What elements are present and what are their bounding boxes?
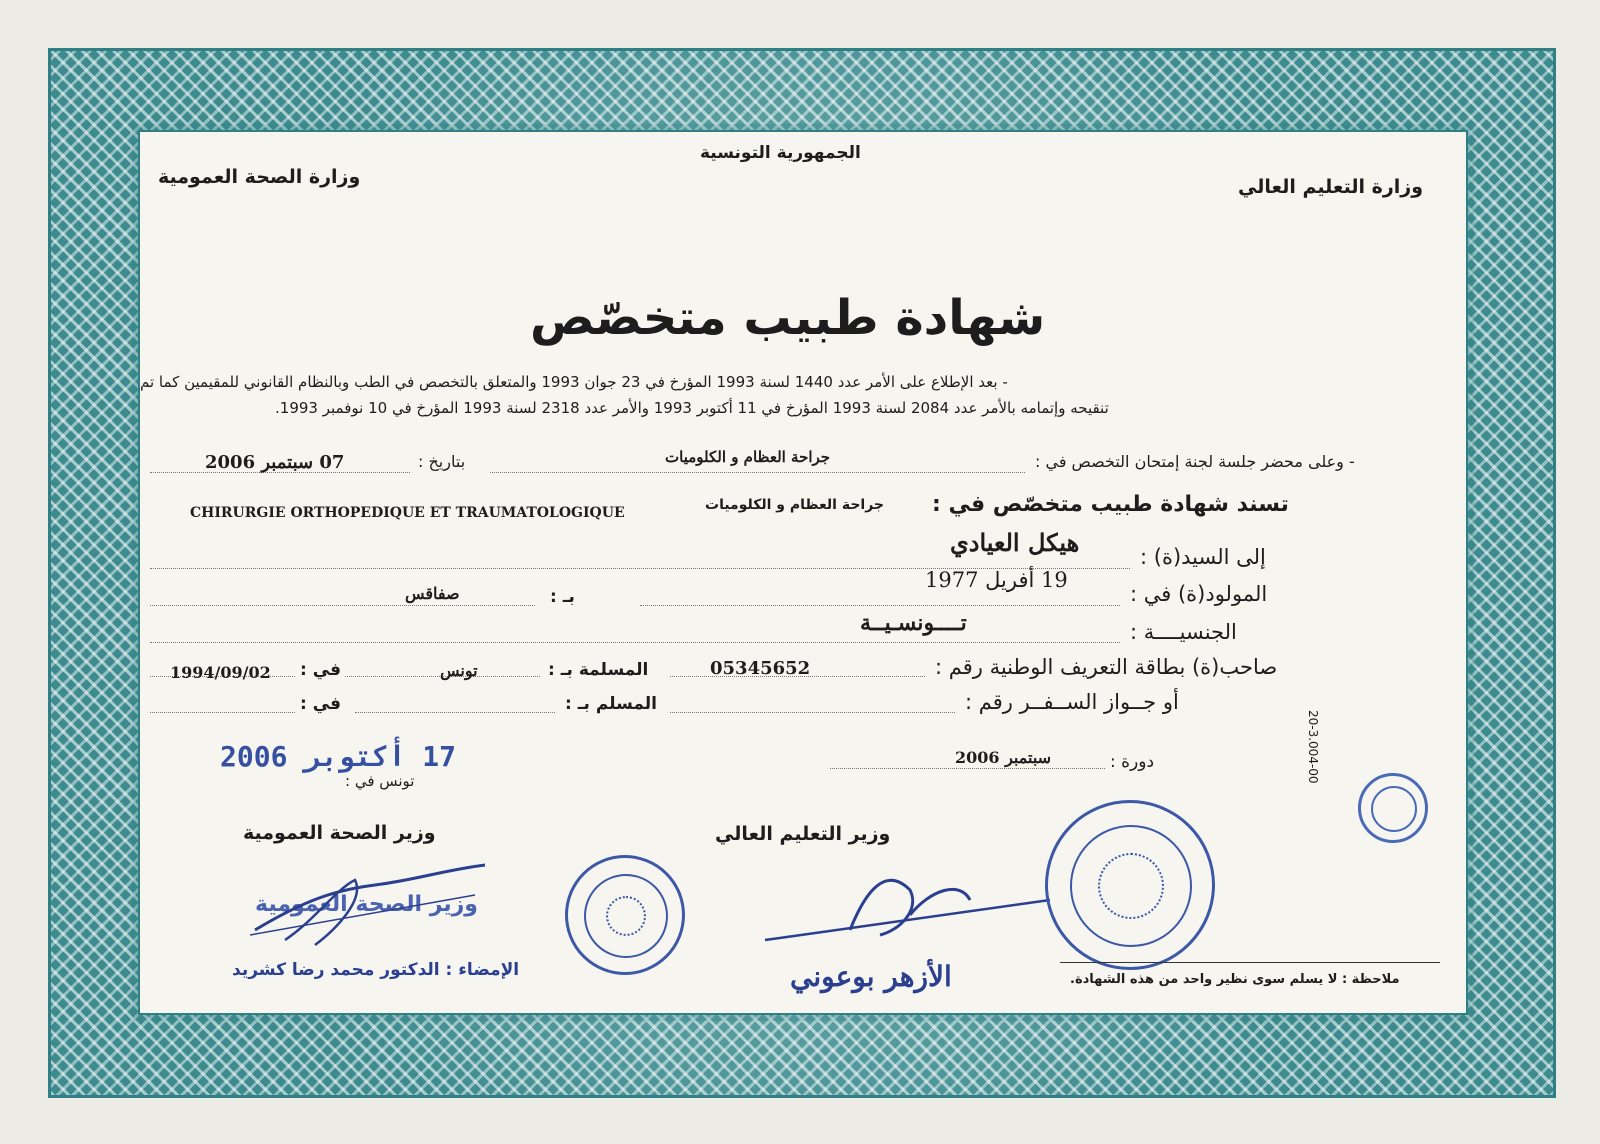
exam-specialty-line: [490, 472, 1025, 473]
passport-line: [670, 712, 955, 713]
health-signature-icon: [245, 860, 495, 950]
exam-date-value: 07 سبتمبر 2006: [205, 452, 345, 473]
education-ministry-seal-icon: [1045, 800, 1215, 970]
recipient-label: إلى السيد(ة) :: [1140, 545, 1266, 569]
education-minister-title: وزير التعليم العالي: [715, 823, 891, 845]
health-ministry-seal-icon: [565, 855, 685, 975]
id-issued-label: المسلمة بـ :: [548, 660, 649, 680]
health-minister-stamp: وزير الصحة العمومية: [255, 892, 478, 917]
birth-place-label: بـ :: [550, 587, 575, 607]
birth-place-line: [150, 605, 535, 606]
passport-issued-label: المسلم بـ :: [565, 694, 658, 714]
birth-place-value: صفاقس: [405, 584, 460, 603]
note-separator: [1060, 962, 1440, 963]
issue-place-label: تونس في :: [345, 772, 415, 790]
nationality-line: [150, 642, 1120, 643]
birth-date-line: [640, 605, 1120, 606]
health-minister-signer: الإمضاء : الدكتور محمد رضا كشريد: [232, 960, 520, 980]
quality-stamp-icon: [1358, 773, 1428, 843]
national-id-value: 05345652: [710, 658, 811, 679]
session-value: سبتمبر 2006: [955, 748, 1052, 767]
form-code: 20-3.004-00: [1306, 710, 1320, 784]
birth-date-value: 19 أفريل 1977: [925, 568, 1068, 592]
passport-issued-line: [355, 712, 555, 713]
preamble-line-1: - بعد الإطلاع على الأمر عدد 1440 لسنة 1993 المؤرخ في 23 جوان 1993 والمتعلق بالتخصص في الطب وبالنظام القانوني للمقيمين كما تم: [140, 373, 1008, 391]
id-date-label: في :: [300, 660, 342, 680]
exam-committee-label: - وعلى محضر جلسة لجنة إمتحان التخصص في :: [1035, 452, 1355, 471]
passport-date-label: في :: [300, 694, 342, 714]
footer-note: ملاحظة : لا يسلم سوى نظير واحد من هذه الشهادة.: [1070, 972, 1400, 987]
exam-specialty-value: جراحة العظام و الكلوميات: [665, 448, 831, 466]
exam-date-label: بتاريخ :: [418, 452, 466, 471]
grant-specialty-ar: جراحة العظام و الكلوميات: [705, 497, 885, 513]
preamble-line-2: تنقيحه وإتمامه بالأمر عدد 2084 لسنة 1993 المؤرخ في 11 أكتوبر 1993 والأمر عدد 2318 لسنة 1993 المؤرخ في 10 نوفمبر 1993.: [275, 399, 1109, 417]
ministry-health-heading: وزارة الصحة العمومية: [158, 166, 361, 188]
recipient-name: هيكل العيادي: [950, 528, 1080, 557]
nationality-value: تــــونسـيــة: [860, 610, 967, 636]
republic-heading: الجمهورية التونسية: [700, 143, 861, 163]
passport-date-line: [150, 712, 295, 713]
born-label: المولود(ة) في :: [1130, 582, 1268, 606]
grant-label: تسند شهادة طبيب متخصّص في :: [932, 492, 1289, 517]
issue-date-stamp: 17 أكتوبر 2006: [220, 740, 457, 773]
education-minister-signer: الأزهر بوعوني: [790, 960, 952, 993]
session-line: [830, 768, 1105, 769]
grant-specialty-fr: CHIRURGIE ORTHOPEDIQUE ET TRAUMATOLOGIQUE: [190, 505, 625, 521]
ministry-education-heading: وزارة التعليم العالي: [1238, 176, 1424, 198]
national-id-label: صاحب(ة) بطاقة التعريف الوطنية رقم :: [935, 655, 1278, 679]
session-label: دورة :: [1110, 752, 1155, 772]
id-issued-date: 1994/09/02: [170, 663, 271, 682]
nationality-label: الجنسيــــة :: [1130, 620, 1237, 644]
id-issued-place: تونس: [440, 661, 478, 680]
passport-label: أو جــواز الســفــر رقم :: [965, 690, 1179, 714]
certificate-title: شهادة طبيب متخصّص: [530, 290, 1046, 346]
health-minister-title: وزير الصحة العمومية: [243, 822, 436, 844]
